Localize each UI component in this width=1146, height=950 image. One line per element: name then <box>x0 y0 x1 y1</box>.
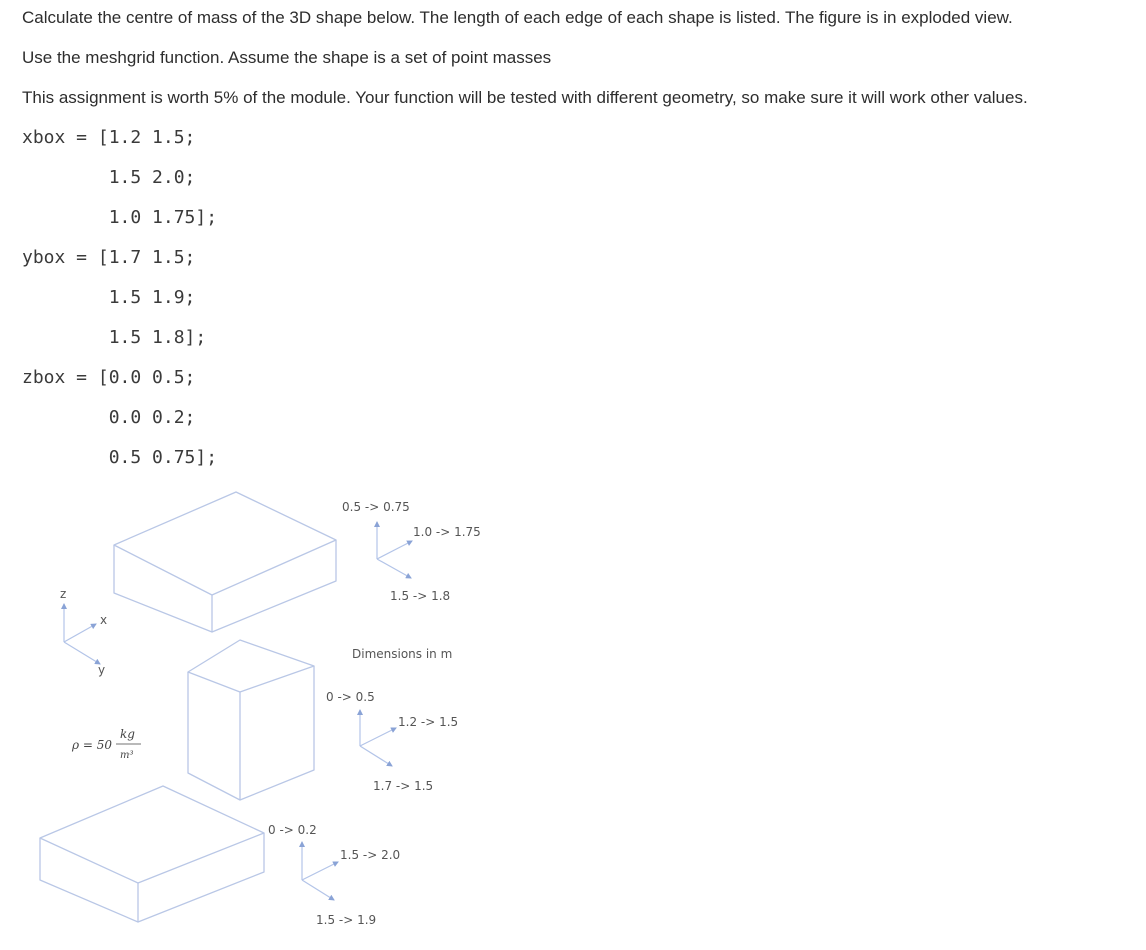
axis-y-label: y <box>98 663 106 677</box>
bottom-box-z-range: 0 -> 0.2 <box>268 823 317 837</box>
intro-line-1: Calculate the centre of mass of the 3D shape below. The length of each edge of each shape is listed. The figure is in exploded view. <box>22 8 1013 27</box>
exploded-view-figure <box>0 480 1146 950</box>
code-xbox-line-2: 1.5 2.0; <box>22 167 196 188</box>
code-zbox-line-2: 0.0 0.2; <box>22 407 196 428</box>
intro-line-3: This assignment is worth 5% of the module. Your function will be tested with different geometry, so make sure it will work other values. <box>22 88 1028 107</box>
density-numerator: kg <box>120 727 135 741</box>
density-formula <box>71 727 141 761</box>
top-box-z-range: 0.5 -> 0.75 <box>342 500 410 514</box>
dimensions-note: Dimensions in m <box>352 647 453 661</box>
code-ybox-line-3: 1.5 1.8]; <box>22 327 207 348</box>
intro-line-2: Use the meshgrid function. Assume the shape is a set of point masses <box>22 48 552 67</box>
middle-box-dimensions <box>326 690 458 793</box>
code-xbox-line-3: 1.0 1.75]; <box>22 207 218 228</box>
top-box-x-range: 1.0 -> 1.75 <box>413 525 481 539</box>
density-lhs: ρ = 50 <box>72 738 113 752</box>
bottom-box-dimensions <box>268 823 400 927</box>
top-box-y-range: 1.5 -> 1.8 <box>390 589 451 603</box>
code-zbox-line-3: 0.5 0.75]; <box>22 447 218 468</box>
bottom-box <box>40 786 264 922</box>
middle-box <box>188 640 314 800</box>
middle-box-z-range: 0 -> 0.5 <box>326 690 375 704</box>
bottom-box-x-range: 1.5 -> 2.0 <box>340 848 401 862</box>
middle-box-y-range: 1.7 -> 1.5 <box>373 779 434 793</box>
axis-z-label: z <box>60 587 67 601</box>
top-box-dimensions <box>342 500 481 603</box>
code-ybox-line-2: 1.5 1.9; <box>22 287 196 308</box>
top-box <box>114 492 336 632</box>
code-xbox-line-1: xbox = [1.2 1.5; <box>22 127 196 148</box>
bottom-box-y-range: 1.5 -> 1.9 <box>316 913 377 927</box>
density-denominator: m³ <box>120 750 134 761</box>
code-zbox-line-1: zbox = [0.0 0.5; <box>22 367 196 388</box>
coordinate-axes <box>60 587 107 677</box>
code-ybox-line-1: ybox = [1.7 1.5; <box>22 247 196 268</box>
middle-box-x-range: 1.2 -> 1.5 <box>398 715 459 729</box>
axis-x-label: x <box>100 613 108 627</box>
